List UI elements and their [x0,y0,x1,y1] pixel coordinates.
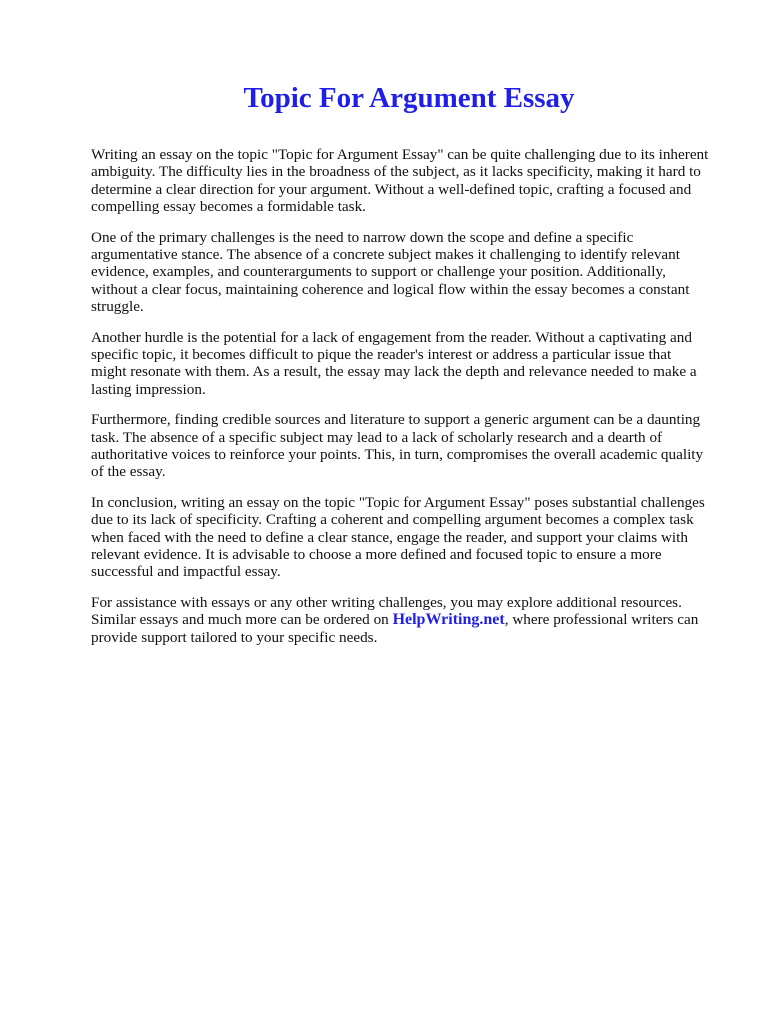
text-line: specific topic, it becomes difficult to pique the reader's interest or address a particular issue that [91,345,672,363]
text-line: Writing an essay on the topic "Topic for Argument Essay" can be quite challenging due to its inherent [91,146,709,163]
text-line: lasting impression. [91,380,206,398]
text-line: successful and impactful essay. [91,563,281,581]
helpwriting-link[interactable]: HelpWriting.net [392,611,505,629]
text-line: Another hurdle is the potential for a lack of engagement from the reader. Without a captivating and [91,328,692,346]
text-line: provide support tailored to your specific needs. [91,628,378,646]
paragraph-sources [91,411,741,480]
text-line: determine a clear direction for your argument. Without a well-defined topic, crafting a focused and [91,180,692,198]
paragraph-challenges [91,229,741,315]
page-title: Topic For Argument Essay [243,82,575,114]
text-line: In conclusion, writing an essay on the topic "Topic for Argument Essay" poses substantial challenges [91,494,705,512]
text-line: For assistance with essays or any other writing challenges, you may explore additional resources. [91,594,682,612]
closing-text-after-link: , where professional writers can [504,611,699,629]
text-line: might resonate with them. As a result, the essay may lack the depth and relevance needed to make a [91,363,697,381]
text-line: ambiguity. The difficulty lies in the broadness of the subject, as it lacks specificity, making it hard to [91,163,701,181]
text-line: without a clear focus, maintaining coherence and logical flow within the essay becomes a constant [91,280,690,298]
paragraph-conclusion [91,494,741,580]
text-line: compelling essay becomes a formidable task. [91,197,366,215]
text-line: of the essay. [91,463,166,481]
text-line: when faced with the need to define a clear stance, engage the reader, and support your claims with [91,528,688,546]
closing-text-before-link: Similar essays and much more can be ordered on [91,611,393,629]
text-line-with-link [91,611,741,628]
text-line: authoritative voices to reinforce your points. This, in turn, compromises the overall academic quality [91,445,704,463]
text-line: task. The absence of a specific subject may lead to a lack of scholarly research and a dearth of [91,428,663,446]
text-line: argumentative stance. The absence of a concrete subject makes it challenging to identify relevant [91,245,680,263]
paragraph-intro [91,146,741,215]
paragraph-engagement [91,329,741,398]
document-body [91,146,741,659]
paragraph-closing [91,594,741,646]
text-line: struggle. [91,297,144,315]
text-line: One of the primary challenges is the need to narrow down the scope and define a specific [91,228,634,246]
text-line: relevant evidence. It is advisable to choose a more defined and focused topic to ensure a more [91,545,662,563]
text-line: evidence, examples, and counterarguments to support or challenge your position. Additionally, [91,263,666,281]
text-line: due to its lack of specificity. Crafting a coherent and compelling argument becomes a complex task [91,511,694,529]
text-line: Furthermore, finding credible sources and literature to support a generic argument can be a daunting [91,411,701,429]
